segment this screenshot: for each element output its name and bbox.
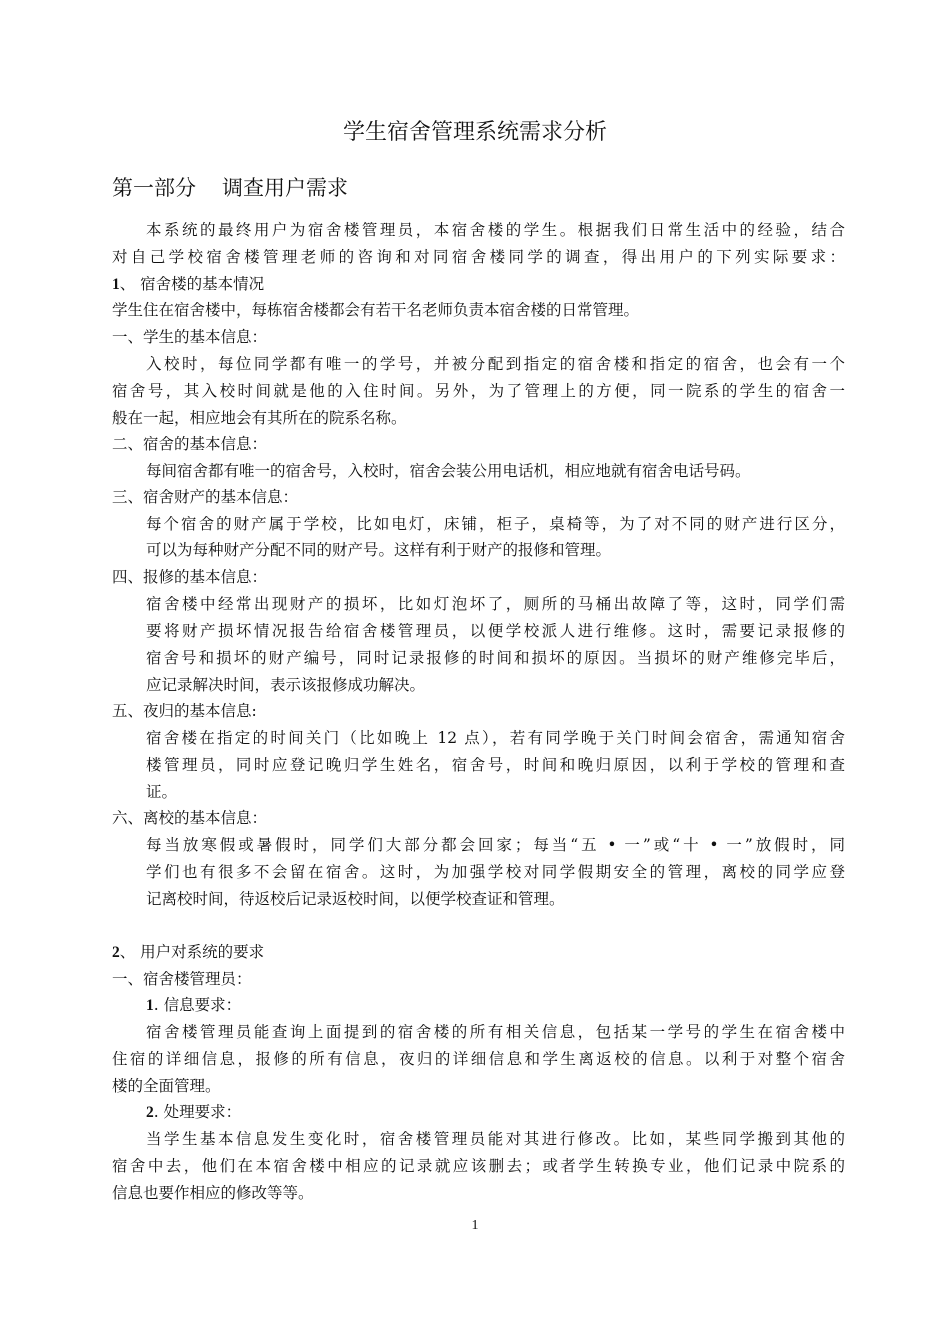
item-line: 记离校时间，待返校后记录返校时间，以便学校查证和管理。 xyxy=(146,890,565,908)
item-line: 宿舍号和损坏的财产编号，同时记录报修的时间和损坏的原因。当损坏的财产维修完毕后， xyxy=(146,649,845,667)
item-line: 每当放寒假或暑假时，同学们大部分都会回家；每当“五 • 一”或“十 • 一”放假时，同 xyxy=(146,836,845,854)
requirement-heading: 1. 信息要求： xyxy=(146,996,242,1014)
item-title: 四、报修的基本信息： xyxy=(112,568,268,586)
item-line: 宿舍楼中经常出现财产的损坏，比如灯泡坏了，厕所的马桶出故障了等，这时，同学们需 xyxy=(146,595,845,613)
item-line: 入校时，每位同学都有唯一的学号，并被分配到指定的宿舍楼和指定的宿舍，也会有一个 xyxy=(146,355,845,373)
item-line: 要将财产损坏情况报告给宿舍楼管理员，以便学校派人进行维修。这时，需要记录报修的 xyxy=(146,622,845,640)
subsection-heading: 一、宿舍楼管理员： xyxy=(112,970,252,988)
item-line: 宿舍号，其入校时间就是他的入住时间。另外，为了管理上的方便，同一院系的学生的宿舍一 xyxy=(112,382,845,400)
item-title: 一、学生的基本信息： xyxy=(112,328,268,346)
item-line: 证。 xyxy=(146,783,178,801)
requirement-line: 楼的全面管理。 xyxy=(112,1077,221,1095)
requirement-line: 宿舍楼管理员能查询上面提到的宿舍楼的所有相关信息，包括某一学号的学生在宿舍楼中 xyxy=(146,1023,845,1041)
page-number: 1 xyxy=(471,1218,479,1233)
part-heading xyxy=(112,174,348,202)
section-heading: 2、 用户对系统的要求 xyxy=(112,943,265,961)
part-label: 第一部分 xyxy=(112,176,196,200)
section-heading: 1、 宿舍楼的基本情况 xyxy=(112,275,265,293)
item-line: 应记录解决时间，表示该报修成功解决。 xyxy=(146,676,426,694)
intro-line: 本系统的最终用户为宿舍楼管理员，本宿舍楼的学生。根据我们日常生活中的经验，结合 xyxy=(146,221,845,239)
part-title: 调查用户需求 xyxy=(222,176,348,200)
requirement-line: 当学生基本信息发生变化时，宿舍楼管理员能对其进行修改。比如，某些同学搬到其他的 xyxy=(146,1130,845,1148)
requirement-line: 住宿的详细信息，报修的所有信息，夜归的详细信息和学生离返校的信息。以利于对整个宿舍 xyxy=(112,1050,845,1068)
item-line: 每个宿舍的财产属于学校，比如电灯，床铺，柜子，桌椅等，为了对不同的财产进行区分， xyxy=(146,515,845,533)
item-title: 六、离校的基本信息： xyxy=(112,809,268,827)
item-line: 可以为每种财产分配不同的财产号。这样有利于财产的报修和管理。 xyxy=(146,541,612,559)
page-title: 学生宿舍管理系统需求分析 xyxy=(342,120,607,145)
requirement-heading: 2. 处理要求： xyxy=(146,1103,242,1121)
item-title: 五、夜归的基本信息: xyxy=(112,702,257,720)
item-title: 三、宿舍财产的基本信息： xyxy=(112,488,299,506)
item-title: 二、宿舍的基本信息： xyxy=(112,435,268,453)
section-description: 学生住在宿舍楼中，每栋宿舍楼都会有若干名老师负责本宿舍楼的日常管理。 xyxy=(112,301,640,319)
item-line: 每间宿舍都有唯一的宿舍号，入校时，宿舍会装公用电话机，相应地就有宿舍电话号码。 xyxy=(146,462,751,480)
item-line: 学们也有很多不会留在宿舍。这时，为加强学校对同学假期安全的管理，离校的同学应登 xyxy=(146,863,845,881)
requirement-line: 信息也要作相应的修改等等。 xyxy=(112,1184,314,1202)
item-line: 楼管理员，同时应登记晚归学生姓名，宿舍号，时间和晚归原因，以利于学校的管理和查 xyxy=(146,756,845,774)
intro-line: 对自己学校宿舍楼管理老师的咨询和对同宿舍楼同学的调查，得出用户的下列实际要求： xyxy=(112,248,845,266)
requirement-line: 宿舍中去，他们在本宿舍楼中相应的记录就应该删去；或者学生转换专业，他们记录中院系的 xyxy=(112,1157,845,1175)
item-line: 般在一起，相应地会有其所在的院系名称。 xyxy=(112,409,407,427)
item-line: 宿舍楼在指定的时间关门（比如晚上 12 点），若有同学晚于关门时间会宿舍，需通知宿舍 xyxy=(146,729,845,747)
